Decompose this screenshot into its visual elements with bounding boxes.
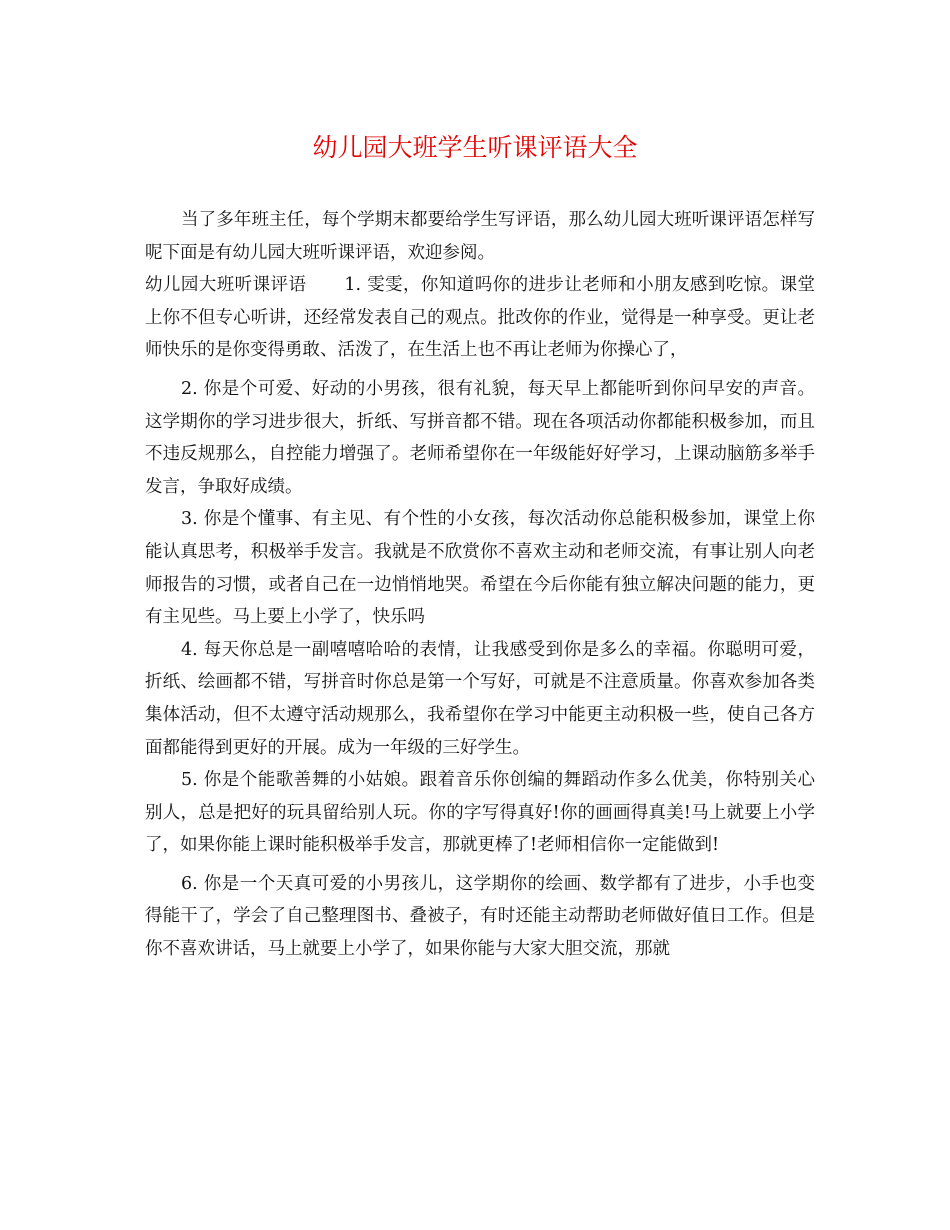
- comment-paragraph-4: 4. 每天你总是一副嘻嘻哈哈的表情，让我感受到你是多么的幸福。你聪明可爱，折纸、绘画都不错，写拼音时你总是第一个写好，可就是不注意质量。你喜欢参加各类集体活动，但不太遵守活动规那么，我希望你在学习中能更主动积极一些，使自己各方面都能得到更好的开展。成为一年级的三好学生。: [145, 639, 815, 758]
- comment-paragraph-6: 6. 你是一个天真可爱的小男孩儿，这学期你的绘画、数学都有了进步，小手也变得能干了，学会了自己整理图书、叠被子，有时还能主动帮助老师做好值日工作。但是你不喜欢讲话，马上就要上小学了，如果你能与大家大胆交流，那就: [145, 873, 815, 960]
- comment-paragraph-2: 2. 你是个可爱、好动的小男孩，很有礼貌，每天早上都能听到你问早安的声音。这学期你的学习进步很大，折纸、写拼音都不错。现在各项活动你都能积极参加，而且不违反规那么，自控能力增强了。老师希望你在一年级能好好学习，上课动脑筋多举手发言，争取好成绩。: [145, 378, 815, 497]
- intro-paragraph: 当了多年班主任，每个学期末都要给学生写评语，那么幼儿园大班听课评语怎样写呢下面是有幼儿园大班听课评语，欢迎参阅。: [145, 210, 815, 263]
- section-label: 幼儿园大班听课评语: [145, 275, 307, 296]
- comment-paragraph-1: [145, 269, 815, 367]
- document-body: [145, 204, 815, 966]
- document-title: 幼儿园大班学生听课评语大全: [312, 133, 638, 162]
- comment-1-text: 1. 雯雯，你知道吗你的进步让老师和小朋友感到吃惊。课堂上你不但专心听讲，还经常发表自己的观点。批改你的作业，觉得是一种享受。更让老师快乐的是你变得勇敢、活泼了，在生活上也不再让老师为你操心了，: [145, 275, 815, 361]
- comment-paragraph-3: 3. 你是个懂事、有主见、有个性的小女孩，每次活动你总能积极参加，课堂上你能认真思考，积极举手发言。我就是不欣赏你不喜欢主动和老师交流，有事让别人向老师报告的习惯，或者自己在一边悄悄地哭。希望在今后你能有独立解决问题的能力，更有主见些。马上要上小学了，快乐吗: [145, 509, 815, 628]
- comment-paragraph-5: 5. 你是个能歌善舞的小姑娘。跟着音乐你创编的舞蹈动作多么优美，你特别关心别人，总是把好的玩具留给别人玩。你的字写得真好!你的画画得真美!马上就要上小学了，如果你能上课时能积极举手发言，那就更棒了!老师相信你一定能做到!: [145, 770, 815, 856]
